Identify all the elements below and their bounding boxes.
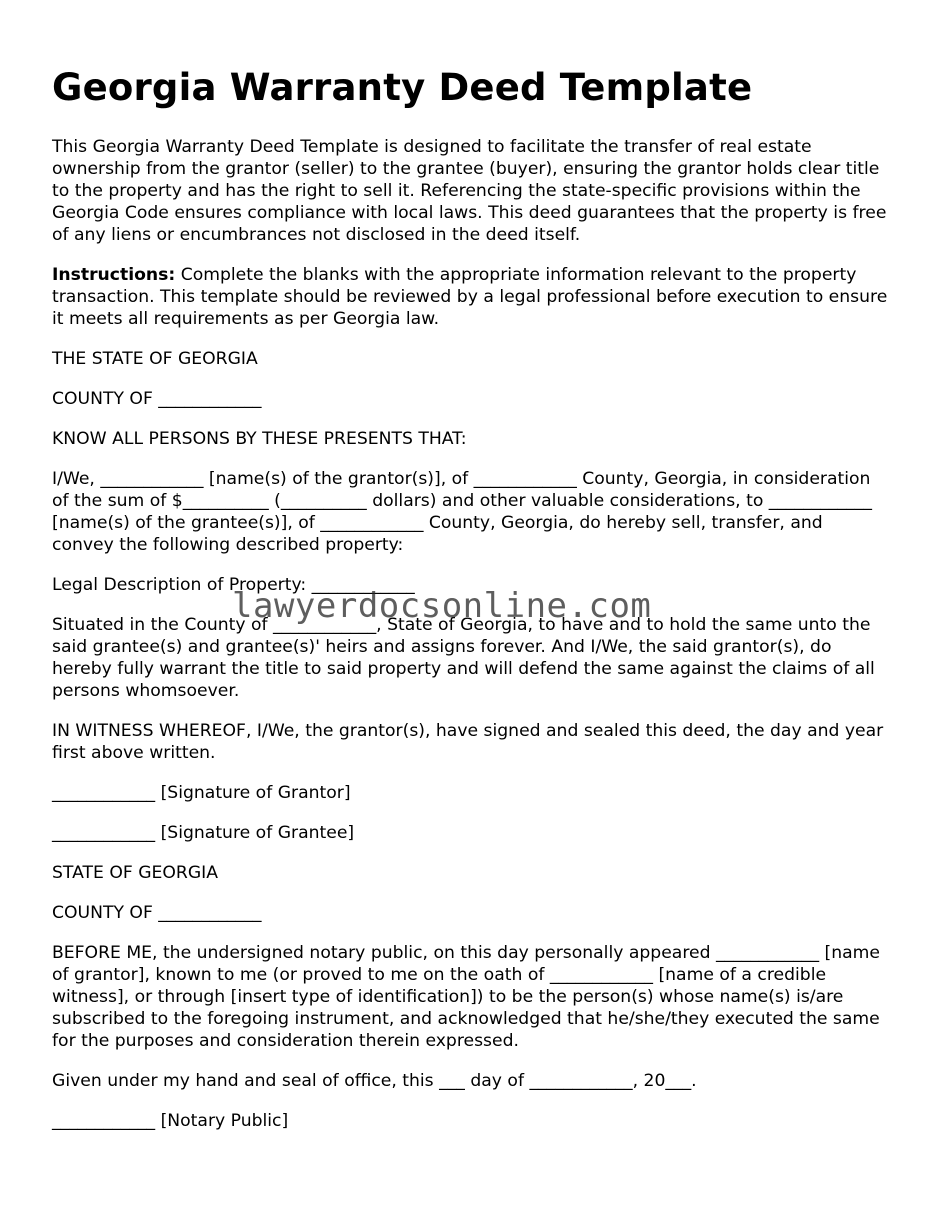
instructions-text: Complete the blanks with the appropriate information relevant to the property transaction. This template should be reviewed by a legal professional before execution to ensure it meets all requirements as per Georgia law. — [52, 265, 888, 329]
county-line: COUNTY OF ____________ — [52, 389, 262, 409]
notary-signature-line: ____________ [Notary Public] — [52, 1111, 289, 1131]
instructions-label: Instructions: — [52, 265, 176, 285]
watermark-text: lawyerdocsonline.com — [232, 586, 652, 626]
intro-paragraph: This Georgia Warranty Deed Template is designed to facilitate the transfer of real estate ownership from the grantor (seller) to the grantee (buyer), ensuring the grantor holds clear title to the property and has the right to sell it. Referencing the state-specific provisions within the Georgia Code ensures compliance with local laws. This deed guarantees that the property is free of any liens or encumbrances not disclosed in the deed itself. — [52, 137, 887, 245]
situated-paragraph: Situated in the County of ____________, State of Georgia, to have and to hold the same unto the said grantee(s) and grantee(s)' heirs and assigns forever. And I/We, the said grantor(s), do hereby fully warrant the title to said property and will defend the same against the claims of all persons whomsoever. — [52, 615, 875, 701]
instructions-paragraph — [52, 264, 888, 330]
know-all-line: KNOW ALL PERSONS BY THESE PRESENTS THAT: — [52, 429, 467, 449]
state-heading: THE STATE OF GEORGIA — [52, 349, 258, 369]
witness-paragraph: IN WITNESS WHEREOF, I/We, the grantor(s), have signed and sealed this deed, the day and year first above written. — [52, 721, 884, 763]
given-under-line: Given under my hand and seal of office, this ___ day of ____________, 20___. — [52, 1071, 697, 1091]
notary-state-heading: STATE OF GEORGIA — [52, 863, 218, 883]
grantee-signature-line: ____________ [Signature of Grantee] — [52, 823, 355, 843]
document-page — [52, 66, 888, 1150]
conveyance-paragraph: I/We, ____________ [name(s) of the grantor(s)], of ____________ County, Georgia, in consideration of the sum of $__________ (__________ dollars) and other valuable considerations, to ____________ [name(s) of the grantee(s)], of ____________ County, Georgia, do hereby sell, transfer, and convey the following described property: — [52, 469, 872, 555]
legal-description-line: Legal Description of Property: ____________ — [52, 575, 415, 595]
document-title: Georgia Warranty Deed Template — [52, 66, 753, 109]
notary-county-line: COUNTY OF ____________ — [52, 903, 262, 923]
before-me-paragraph: BEFORE ME, the undersigned notary public, on this day personally appeared ____________ [name of grantor], known to me (or proved to me on the oath of ____________ [name of a credible witness], or through [insert type of identification]) to be the person(s) whose name(s) is/are subscribed to the foregoing instrument, and acknowledged that he/she/they executed the same for the purposes and consideration therein expressed. — [52, 943, 880, 1051]
grantor-signature-line: ____________ [Signature of Grantor] — [52, 783, 351, 803]
